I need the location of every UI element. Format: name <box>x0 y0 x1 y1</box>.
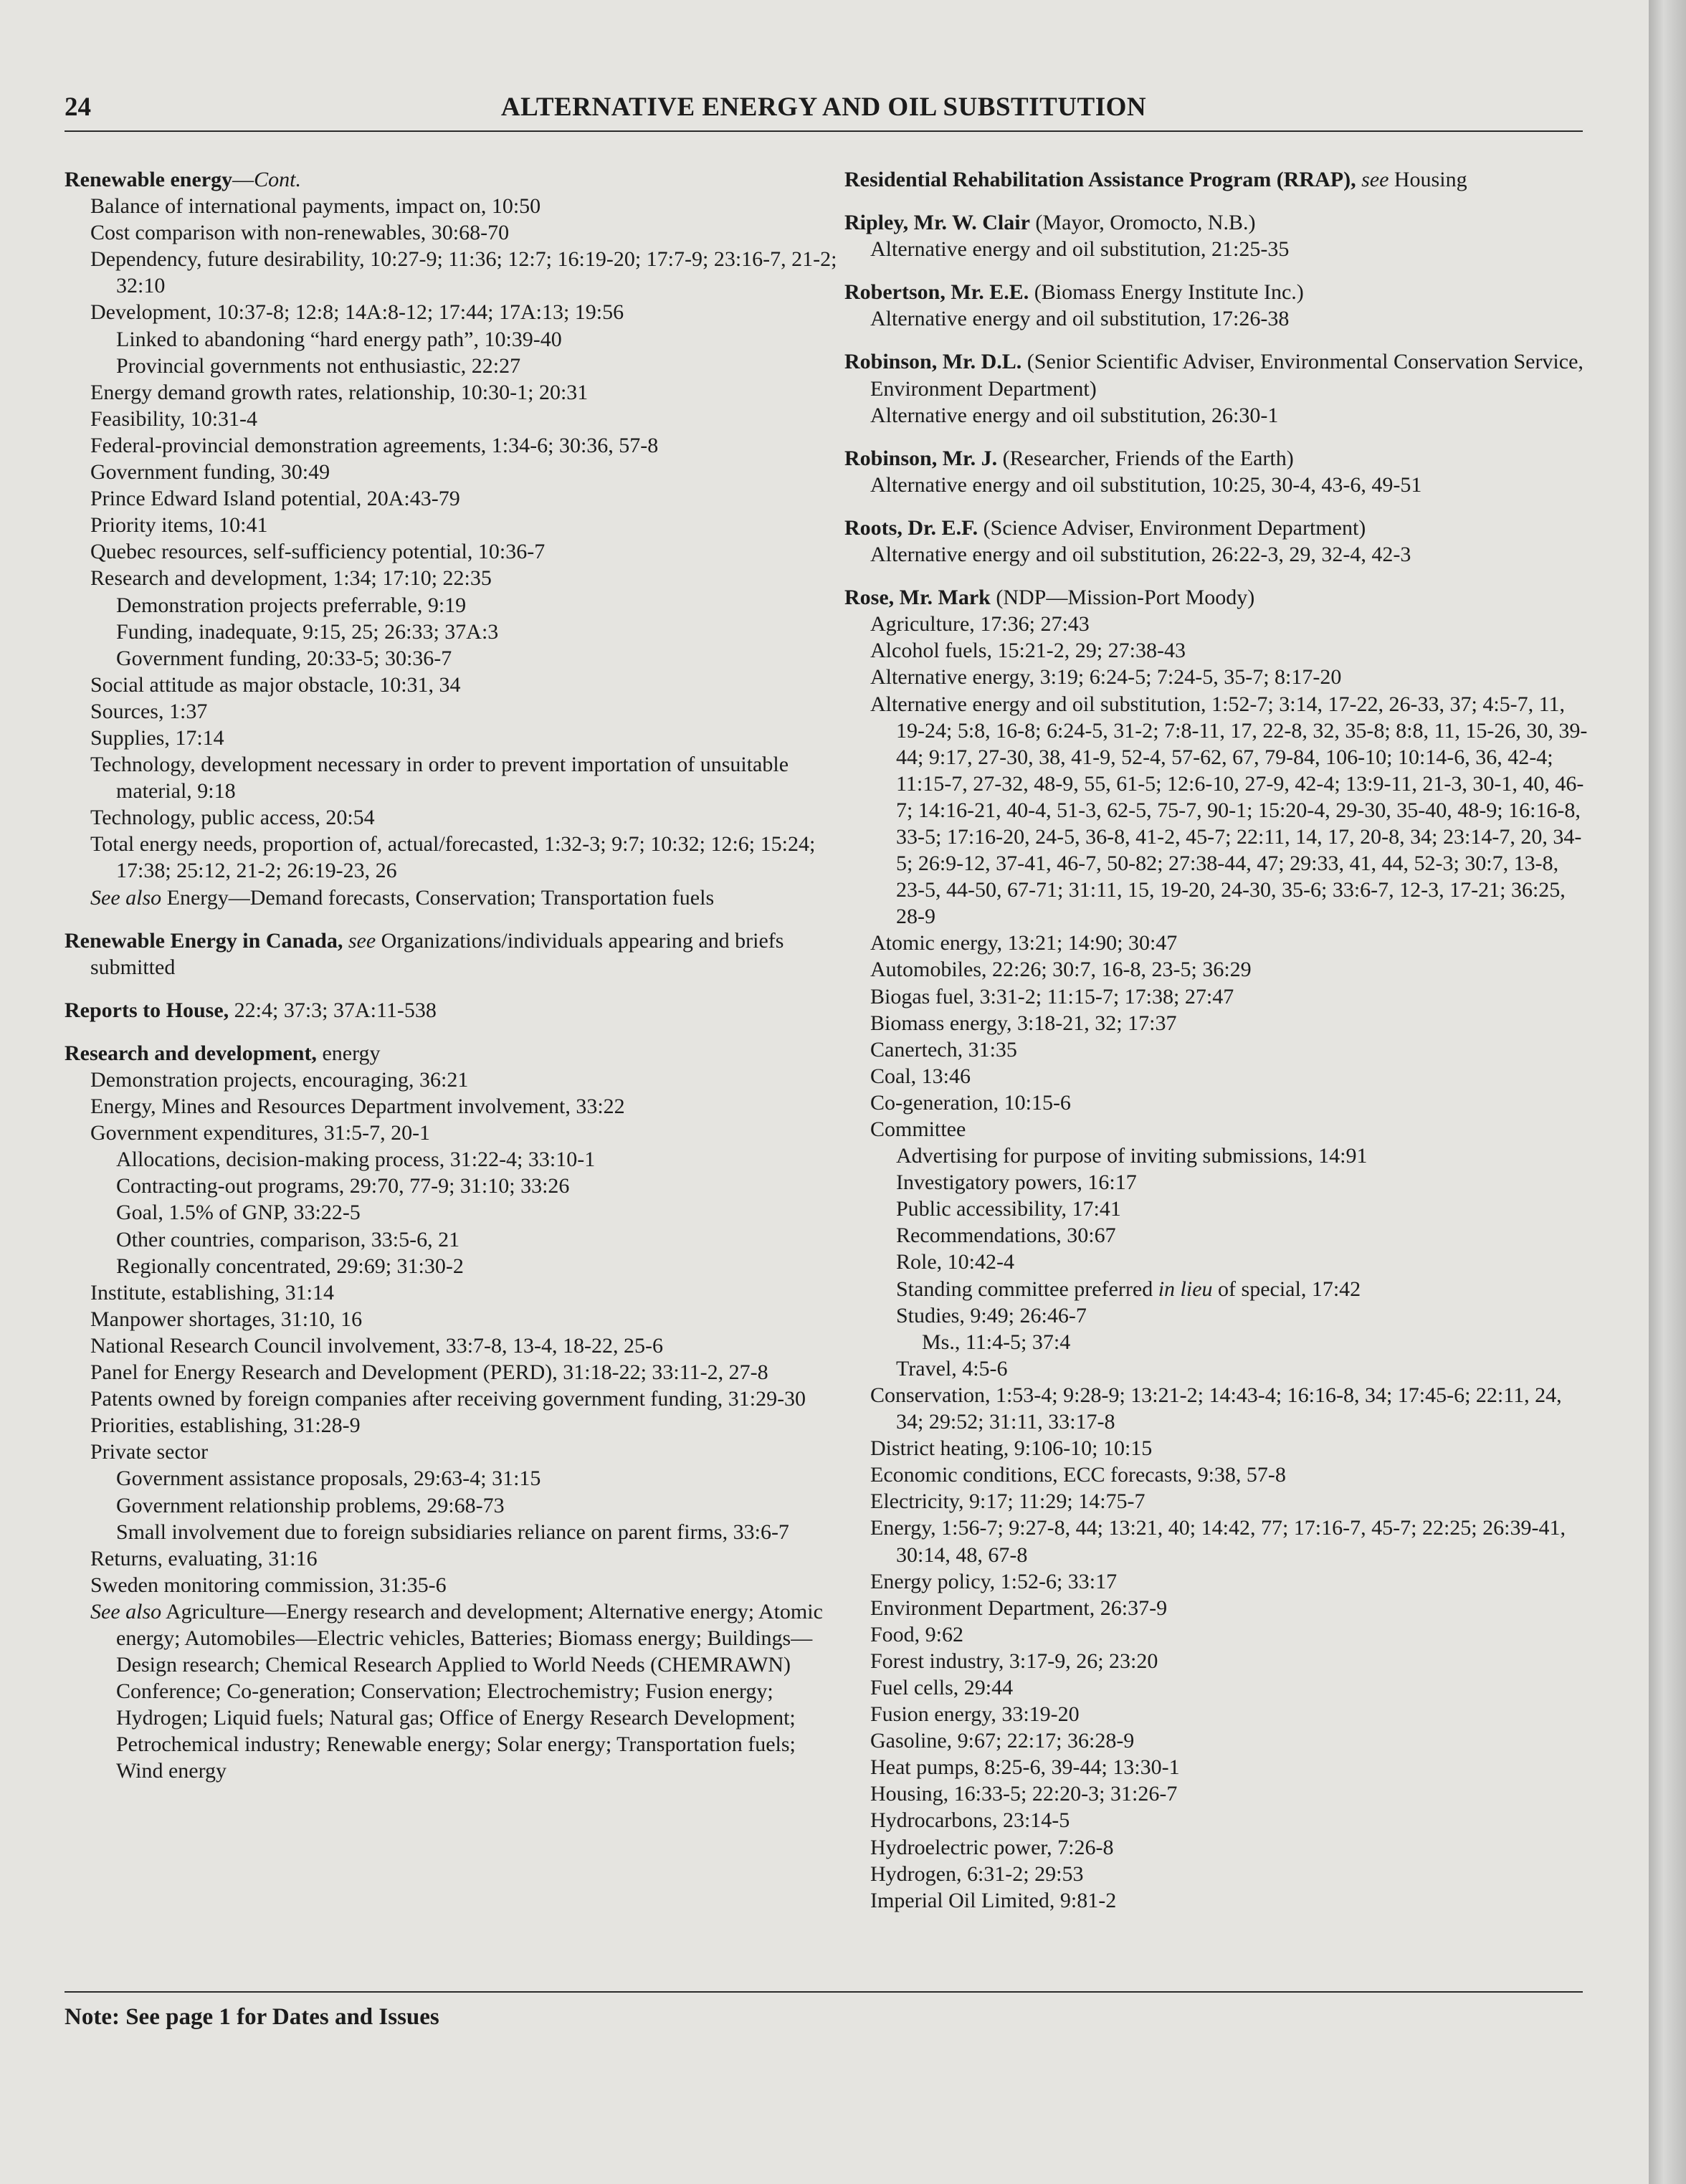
subentry <box>844 1461 1590 1488</box>
subentry-text: Research and development, 1:34; 17:10; 22:35 <box>90 566 492 591</box>
subentry-text: Government expenditures, 31:5-7, 20-1 <box>90 1121 431 1145</box>
subentry <box>844 1754 1590 1780</box>
subentry-text: Investigatory powers, 16:17 <box>896 1170 1137 1195</box>
subentry <box>65 619 839 645</box>
subentry-text: Economic conditions, ECC forecasts, 9:38, 57-8 <box>870 1463 1286 1487</box>
subentry-text: Recommendations, 30:67 <box>896 1224 1116 1248</box>
subentry-text: Energy, Mines and Resources Department involvement, 33:22 <box>90 1095 625 1119</box>
subentry <box>844 1329 1590 1355</box>
subentry-text: Environment Department, 26:37-9 <box>870 1596 1168 1620</box>
subentry-text: Energy—Demand forecasts, Conservation; Transportation fuels <box>161 885 715 910</box>
subentry-text: National Research Council involvement, 33:7-8, 13-4, 18-22, 25-6 <box>90 1333 663 1358</box>
subentry <box>65 698 839 725</box>
subentry-text: Alternative energy and oil substitution, 26:30-1 <box>870 403 1279 427</box>
subentry <box>844 1063 1590 1089</box>
entry-qualifier: (Researcher, Friends of the Earth) <box>997 446 1294 470</box>
subentry-text: Energy policy, 1:52-6; 33:17 <box>870 1569 1118 1593</box>
subentry-text: Social attitude as major obstacle, 10:31, 34 <box>90 672 461 697</box>
subentry <box>844 1887 1590 1914</box>
subentry-italic: in lieu <box>1158 1277 1213 1301</box>
entry-see: see <box>1356 168 1389 191</box>
subentry <box>65 884 839 911</box>
subentry <box>844 1036 1590 1063</box>
subentry-text: Government funding, 20:33-5; 30:36-7 <box>116 646 452 670</box>
subentry <box>65 1545 839 1572</box>
subentry-text: Balance of international payments, impact on, 10:50 <box>90 194 541 219</box>
subentry-text: Advertising for purpose of inviting submissions, 14:91 <box>896 1144 1368 1168</box>
subentry-text: Fusion energy, 33:19-20 <box>870 1702 1080 1727</box>
subentry-text: Atomic energy, 13:21; 14:90; 30:47 <box>870 931 1178 955</box>
subentry <box>65 432 839 459</box>
subentry <box>65 831 839 884</box>
entry-heading <box>844 445 1590 472</box>
subentry <box>65 1412 839 1439</box>
entry-qualifier-italic: Cont. <box>254 168 301 191</box>
entry-term: Robinson, Mr. J. <box>844 446 998 470</box>
index-entry <box>65 928 839 981</box>
entry-term: Roots, Dr. E.F. <box>844 515 978 540</box>
see-also-label: See also <box>90 885 162 910</box>
subentry <box>65 672 839 698</box>
subentry <box>844 691 1590 930</box>
footer-note: Note: See page 1 for Dates and Issues <box>65 2004 439 2030</box>
subentry <box>844 1276 1590 1302</box>
entry-term: Renewable energy <box>65 168 233 191</box>
subentry <box>844 930 1590 956</box>
entry-term: Ripley, Mr. W. Clair <box>844 211 1030 235</box>
subentry <box>65 353 839 379</box>
subentry-text: Agriculture—Energy research and development; Alternative energy; Atomic energy; Automobiles—Electric vehicles, Batteries; Biomass energy; Buildings—Design research; Chemical Research Applied to World Needs (CHEMRAWN) Conference; Co-generation; Conservation; Electrochemistry; Fusion energy; Hydrogen; Liquid fuels; Natural gas; Office of Energy Research Development; Petrochemical industry; Renewable energy; Solar energy; Transportation fuels; Wind energy <box>116 1599 823 1783</box>
subentry <box>65 485 839 512</box>
subentry <box>65 1306 839 1332</box>
subentry-text: Federal-provincial demonstration agreements, 1:34-6; 30:36, 57-8 <box>90 433 659 457</box>
subentry <box>65 1146 839 1173</box>
subentry-text: Government relationship problems, 29:68-73 <box>116 1493 505 1517</box>
entry-qualifier: (NDP—Mission-Port Moody) <box>990 586 1255 610</box>
subentry <box>844 1488 1590 1515</box>
subentry <box>65 246 839 299</box>
subentry-text: Imperial Oil Limited, 9:81-2 <box>870 1888 1117 1912</box>
subentry <box>844 541 1590 568</box>
index-entry <box>844 584 1590 1914</box>
subentry-text: Alternative energy, 3:19; 6:24-5; 7:24-5, 35-7; 8:17-20 <box>870 665 1342 690</box>
index-entry <box>844 209 1590 262</box>
subentry <box>844 611 1590 637</box>
entry-qualifier: 22:4; 37:3; 37A:11-538 <box>229 998 437 1022</box>
subentry-text: Demonstration projects preferrable, 9:19 <box>116 593 467 617</box>
subentry <box>65 1386 839 1412</box>
footer-rule <box>65 1991 1583 1993</box>
index-entry <box>844 515 1590 568</box>
subentry <box>65 1279 839 1306</box>
subentry-text: Supplies, 17:14 <box>90 725 224 750</box>
subentry-text: Returns, evaluating, 31:16 <box>90 1546 318 1570</box>
subentry-text: Provincial governments not enthusiastic, 22:27 <box>116 353 521 378</box>
subentry-text: Co-generation, 10:15-6 <box>870 1090 1071 1115</box>
subentry-text: Biomass energy, 3:18-21, 32; 17:37 <box>870 1011 1177 1035</box>
subentry-text: Energy, 1:56-7; 9:27-8, 44; 13:21, 40; 14:42, 77; 17:16-7, 45-7; 22:25; 26:39-41, 30:14, 48, 67-8 <box>870 1516 1566 1567</box>
subentry <box>844 1727 1590 1754</box>
subentry <box>844 472 1590 498</box>
subentry-text: Forest industry, 3:17-9, 26; 23:20 <box>870 1649 1158 1673</box>
entry-qualifier: energy <box>316 1041 381 1065</box>
header-rule <box>65 130 1583 132</box>
subentry <box>65 1465 839 1492</box>
subentry <box>844 983 1590 1010</box>
subentry-text: Other countries, comparison, 33:5-6, 21 <box>116 1227 460 1251</box>
entry-term: Renewable Energy in Canada, <box>65 928 343 953</box>
subentry <box>65 804 839 831</box>
entry-qualifier: (Senior Scientific Adviser, Environmental Conservation Service, Environment Department) <box>870 350 1583 401</box>
subentry-text: of special, 17:42 <box>1212 1277 1361 1301</box>
subentry-text: Alternative energy and oil substitution, 26:22-3, 29, 32-4, 42-3 <box>870 543 1411 567</box>
subentry-text: Alternative energy and oil substitution, 10:25, 30-4, 43-6, 49-51 <box>870 472 1422 497</box>
entry-term: Robertson, Mr. E.E. <box>844 280 1029 305</box>
subentry-text: Canertech, 31:35 <box>870 1037 1017 1062</box>
page-number: 24 <box>65 92 91 122</box>
index-entry <box>65 997 839 1024</box>
page-edge <box>1649 0 1686 2184</box>
subentry <box>844 1382 1590 1435</box>
entry-term: Research and development, <box>65 1041 317 1065</box>
index-entry <box>844 445 1590 498</box>
subentry <box>844 1089 1590 1116</box>
subentry <box>844 1010 1590 1036</box>
subentry <box>65 1173 839 1199</box>
subentry <box>65 1359 839 1386</box>
page-header <box>65 92 1583 128</box>
subentry-text: Sweden monitoring commission, 31:35-6 <box>90 1573 447 1597</box>
subentry-text: Manpower shortages, 31:10, 16 <box>90 1307 363 1331</box>
subentry-text: Small involvement due to foreign subsidiaries reliance on parent firms, 33:6-7 <box>116 1520 789 1544</box>
subentry <box>844 1515 1590 1568</box>
subentry <box>65 379 839 406</box>
subentry <box>65 1253 839 1279</box>
subentry <box>844 1222 1590 1249</box>
running-title: ALTERNATIVE ENERGY AND OIL SUBSTITUTION <box>500 92 1147 122</box>
subentry-text: Role, 10:42-4 <box>896 1250 1014 1274</box>
entry-heading <box>844 279 1590 305</box>
entry-heading <box>844 584 1590 611</box>
entry-heading <box>65 997 839 1024</box>
subentry-text: Automobiles, 22:26; 30:7, 16-8, 23-5; 36:29 <box>870 958 1252 982</box>
subentry-text: Cost comparison with non-renewables, 30:68-70 <box>90 221 510 245</box>
index-entry <box>844 348 1590 428</box>
subentry <box>65 1572 839 1598</box>
index-entry <box>844 279 1590 332</box>
entry-qualifier: (Mayor, Oromocto, N.B.) <box>1029 211 1256 235</box>
subentry-text: Technology, development necessary in order to prevent importation of unsuitable material, 9:18 <box>90 753 789 803</box>
subentry-text: Total energy needs, proportion of, actual/forecasted, 1:32-3; 9:7; 10:32; 12:6; 15:24; 17:38; 25:12, 21-2; 26:19-23, 26 <box>90 832 816 883</box>
subentry <box>844 1674 1590 1701</box>
subentry <box>65 645 839 672</box>
subentry <box>65 219 839 246</box>
subentry <box>844 1355 1590 1382</box>
entry-heading <box>65 1040 839 1067</box>
subentry <box>65 725 839 751</box>
subentry-text: Studies, 9:49; 26:46-7 <box>896 1303 1087 1327</box>
subentry-text: Institute, establishing, 31:14 <box>90 1280 334 1305</box>
subentry-text: Committee <box>870 1117 966 1141</box>
subentry-text: Government assistance proposals, 29:63-4; 31:15 <box>116 1467 541 1491</box>
subentry-text: Private sector <box>90 1440 209 1464</box>
subentry-text: Priority items, 10:41 <box>90 513 268 538</box>
entry-qualifier: Organizations/individuals appearing and briefs submitted <box>90 928 784 979</box>
subentry-text: Travel, 4:5-6 <box>896 1356 1008 1381</box>
subentry-text: Government funding, 30:49 <box>90 460 330 485</box>
subentry <box>844 1116 1590 1143</box>
subentry-text: Alternative energy and oil substitution, 17:26-38 <box>870 307 1290 331</box>
subentry-text: Quebec resources, self-sufficiency potential, 10:36-7 <box>90 540 546 564</box>
entry-heading <box>844 166 1590 193</box>
subentry <box>844 1143 1590 1169</box>
right-column <box>844 166 1590 1930</box>
subentry <box>65 1067 839 1093</box>
subentry <box>65 1332 839 1359</box>
subentry-text: Alternative energy and oil substitution, 1:52-7; 3:14, 17-22, 26-33, 37; 4:5-7, 11, 19-24; 5:8, 16-8; 6:24-5, 31-2; 7:8-11, 17, 22-8, 32, 35-8; 8:8, 11, 15-26, 30, 39-44; 9:17, 27-30, 38, 41-9, 52-4, 57-62, 67, 79-84, 106-10; 10:14-6, 36, 42-4; 11:15-7, 27-32, 48-9, 55, 61-5; 12:6-10, 27-9, 42-4; 13:9-11, 21-3, 30-1, 40, 46-7; 14:16-21, 40-4, 51-3, 62-5, 75-7, 90-1; 15:20-4, 29-30, 35-40, 48-9; 16:16-8, 33-5; 17:16-20, 24-5, 36-8, 41-2, 45-7; 22:11, 14, 17, 20-8, 34; 23:14-7, 20, 34-5; 26:9-12, 37-41, 46-7, 50-82; 27:38-44, 47; 29:33, 41, 44, 52-3; 30:7, 13-8, 23-5, 44-50, 67-71; 31:11, 15, 19-20, 24-30, 35-6; 33:6-7, 12-3, 17-21; 36:25, 28-9 <box>870 692 1588 929</box>
entry-heading <box>844 348 1590 401</box>
subentry <box>844 1302 1590 1329</box>
subentry-text: Heat pumps, 8:25-6, 39-44; 13:30-1 <box>870 1755 1180 1780</box>
subentry-text: Hydrogen, 6:31-2; 29:53 <box>870 1861 1084 1886</box>
subentry <box>844 1780 1590 1807</box>
entry-heading <box>65 166 839 193</box>
subentry-text: Sources, 1:37 <box>90 699 208 723</box>
entry-see: see <box>343 928 376 953</box>
subentry-text: Electricity, 9:17; 11:29; 14:75-7 <box>870 1489 1146 1514</box>
subentry-text: Coal, 13:46 <box>870 1064 971 1088</box>
subentry-text: Biogas fuel, 3:31-2; 11:15-7; 17:38; 27:47 <box>870 984 1234 1008</box>
subentry-text: Ms., 11:4-5; 37:4 <box>922 1330 1071 1354</box>
entry-qualifier: (Biomass Energy Institute Inc.) <box>1029 280 1304 305</box>
subentry <box>65 1598 839 1785</box>
subentry-text: Linked to abandoning “hard energy path”, 10:39-40 <box>116 327 562 351</box>
subentry-text: Hydrocarbons, 23:14-5 <box>870 1808 1070 1833</box>
subentry <box>65 299 839 325</box>
subentry <box>65 1519 839 1545</box>
subentry <box>65 1093 839 1120</box>
subentry-text: Agriculture, 17:36; 27:43 <box>870 612 1090 636</box>
subentry-text: Dependency, future desirability, 10:27-9; 11:36; 12:7; 16:19-20; 17:7-9; 23:16-7, 21-2; 32:10 <box>90 247 837 298</box>
subentry <box>844 664 1590 690</box>
entry-term: Residential Rehabilitation Assistance Program (RRAP), <box>844 168 1356 191</box>
subentry <box>65 1120 839 1146</box>
subentry-text: Contracting-out programs, 29:70, 77-9; 31:10; 33:26 <box>116 1174 570 1198</box>
subentry <box>65 1226 839 1253</box>
subentry-text: Technology, public access, 20:54 <box>90 806 375 830</box>
index-entry <box>65 166 839 911</box>
subentry <box>65 1492 839 1519</box>
subentry-text: District heating, 9:106-10; 10:15 <box>870 1436 1153 1461</box>
subentry <box>65 406 839 432</box>
subentry <box>844 637 1590 664</box>
subentry-text: Priorities, establishing, 31:28-9 <box>90 1413 361 1438</box>
subentry <box>844 402 1590 429</box>
subentry <box>65 326 839 353</box>
subentry-text: Energy demand growth rates, relationship, 10:30-1; 20:31 <box>90 380 589 404</box>
subentry-text: Gasoline, 9:67; 22:17; 36:28-9 <box>870 1729 1135 1753</box>
subentry <box>844 1861 1590 1887</box>
subentry <box>844 1807 1590 1833</box>
subentry-text: Food, 9:62 <box>870 1622 964 1646</box>
subentry <box>844 1196 1590 1222</box>
entry-heading <box>65 928 839 981</box>
subentry <box>844 1249 1590 1275</box>
subentry-text: Alternative energy and oil substitution, 21:25-35 <box>870 237 1290 262</box>
subentry <box>844 1834 1590 1861</box>
subentry <box>65 193 839 219</box>
subentry <box>65 1439 839 1465</box>
subentry-text: Goal, 1.5% of GNP, 33:22-5 <box>116 1201 361 1225</box>
subentry <box>65 1199 839 1226</box>
subentry-text: Prince Edward Island potential, 20A:43-79 <box>90 487 460 511</box>
subentry-text: Hydroelectric power, 7:26-8 <box>870 1835 1114 1859</box>
subentry <box>65 459 839 485</box>
subentry <box>844 1595 1590 1621</box>
subentry-text: Panel for Energy Research and Development (PERD), 31:18-22; 33:11-2, 27-8 <box>90 1360 768 1385</box>
subentry <box>65 565 839 591</box>
subentry-text: Alcohol fuels, 15:21-2, 29; 27:38-43 <box>870 639 1186 663</box>
entry-heading <box>844 515 1590 541</box>
left-column <box>65 166 839 1801</box>
subentry-text: Feasibility, 10:31-4 <box>90 406 258 431</box>
subentry <box>65 512 839 538</box>
subentry <box>844 1568 1590 1595</box>
entry-qualifier: (Science Adviser, Environment Department) <box>978 515 1366 540</box>
entry-heading <box>844 209 1590 236</box>
entry-term: Reports to House, <box>65 998 229 1022</box>
subentry-text: Public accessibility, 17:41 <box>896 1197 1121 1221</box>
subentry-text: Patents owned by foreign companies after receiving government funding, 31:29-30 <box>90 1387 806 1411</box>
index-entry <box>844 166 1590 193</box>
subentry-text: Funding, inadequate, 9:15, 25; 26:33; 37A:3 <box>116 619 499 644</box>
subentry <box>844 1169 1590 1196</box>
subentry <box>844 236 1590 262</box>
subentry <box>844 1648 1590 1674</box>
subentry <box>844 956 1590 983</box>
subentry <box>844 1621 1590 1648</box>
subentry <box>65 538 839 565</box>
subentry-text: Conservation, 1:53-4; 9:28-9; 13:21-2; 14:43-4; 16:16-8, 34; 17:45-6; 22:11, 24, 34; 29:52; 31:11, 33:17-8 <box>870 1383 1562 1434</box>
entry-qualifier: — <box>232 168 254 191</box>
subentry-text: Demonstration projects, encouraging, 36:21 <box>90 1068 469 1092</box>
subentry <box>844 1701 1590 1727</box>
subentry-text: Regionally concentrated, 29:69; 31:30-2 <box>116 1254 464 1278</box>
subentry-text: Fuel cells, 29:44 <box>870 1675 1014 1699</box>
subentry <box>844 1435 1590 1461</box>
entry-term: Robinson, Mr. D.L. <box>844 350 1022 374</box>
subentry <box>844 305 1590 332</box>
subentry-text: Housing, 16:33-5; 22:20-3; 31:26-7 <box>870 1782 1178 1806</box>
subentry <box>65 592 839 619</box>
subentry-text: Standing committee preferred <box>896 1277 1158 1301</box>
index-entry <box>65 1040 839 1785</box>
entry-term: Rose, Mr. Mark <box>844 586 991 610</box>
subentry-text: Development, 10:37-8; 12:8; 14A:8-12; 17:44; 17A:13; 19:56 <box>90 300 624 325</box>
subentry <box>65 751 839 804</box>
subentry-text: Allocations, decision-making process, 31:22-4; 33:10-1 <box>116 1148 596 1172</box>
see-also-label: See also <box>90 1599 162 1623</box>
entry-qualifier: Housing <box>1389 168 1467 191</box>
